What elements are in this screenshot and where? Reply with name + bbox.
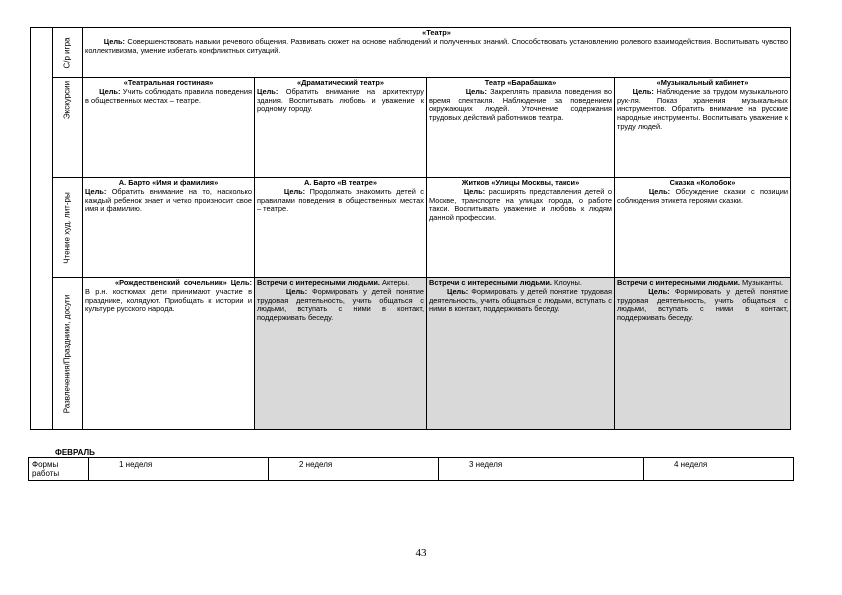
header-week-1: 1 неделя [89,458,269,481]
row-excursions [31,78,791,178]
row-label-entertainment: Развлечения/Праздники, досуги [53,278,83,430]
header-forms-of-work: Формы работы [29,458,89,481]
row-label-role-play: С/р игра [53,28,83,78]
row-role-play [31,28,791,78]
row-label-reading: Чтение худ. лит-ры [53,178,83,278]
left-margin-cell [31,28,53,430]
row-label-excursions: Экскурсии [53,78,83,178]
role-play-title: «Театр» [422,28,451,37]
plan-table [30,27,791,430]
february-table [28,457,794,481]
entertainment-cell: «Рождественский сочельник» Цель: В р.н. костюмах дети принимают участие в празднике, колядуют. Приобщать к истории и культуре русского народа. [83,278,255,430]
page-number: 43 [415,547,427,559]
reading-cell: А. Барто «В театре» Цель: Продолжать знакомить детей с правилами поведения в общественных местах – театре. [255,178,427,278]
reading-cell: А. Барто «Имя и фамилия» Цель: Обратить внимание на то, насколько каждый ребенок знает и четко произносит свое имя и фамилию. [83,178,255,278]
role-play-goal: Цель: Совершенствовать навыки речевого общения. Развивать сюжет на основе наблюдений и полученных знаний. Способствовать установлению ролевого взаимодействия. Воспитывать чувство коллективизма, умение избегать конфликтных ситуаций. [85,36,788,55]
reading-cell: Сказка «Колобок» Цель: Обсуждение сказки с позиции соблюдения этикета героями сказки. [615,178,791,278]
role-play-cell [83,28,791,78]
entertainment-cell: Встречи с интересными людьми. Актеры. Цель: Формировать у детей понятие трудовая деятельность, учить общаться с людьми, вступать с ними в контакт, поддерживать беседу. [255,278,427,430]
reading-cell: Житков «Улицы Москвы, такси» Цель: расширять представления детей о Москве, транспорте на улицах города, о работе такси. Воспитывать уважение и любовь к людям данной профессии. [427,178,615,278]
excursion-cell: Театр «Барабашка» Цель: Закреплять правила поведения во время спектакля. Наблюдение за поведением окружающих людей. Уточнение содержания трудовых действий работников театра. [427,78,615,178]
excursion-cell: «Музыкальный кабинет» Цель: Наблюдение за трудом музыкального рук-ля. Показ хранения музыкальных инструментов. Обратить внимание на русские народные инструменты. Воспитывать уважение к труду людей. [615,78,791,178]
header-week-2: 2 неделя [269,458,439,481]
excursion-cell: «Драматический театр» Цель: Обратить внимание на архитектуру здания. Воспитывать любовь и уважение к родному городу. [255,78,427,178]
entertainment-cell: Встречи с интересными людьми. Клоуны. Цель: Формировать у детей понятие трудовая деятельность, учить общаться с людьми, вступать с ними в контакт, поддерживать беседу. [427,278,615,430]
header-week-4: 4 неделя [644,458,794,481]
header-week-3: 3 неделя [439,458,644,481]
month-title: ФЕВРАЛЬ [55,448,95,457]
entertainment-cell: Встречи с интересными людьми. Музыканты. Цель: Формировать у детей понятие трудовая деятельность, учить общаться с людьми, вступать с ними в контакт, поддерживать беседу. [615,278,791,430]
row-reading [31,178,791,278]
excursion-cell: «Театральная гостиная» Цель: Учить соблюдать правила поведения в общественных местах – театре. [83,78,255,178]
february-header-row [29,458,794,481]
row-entertainment [31,278,791,430]
